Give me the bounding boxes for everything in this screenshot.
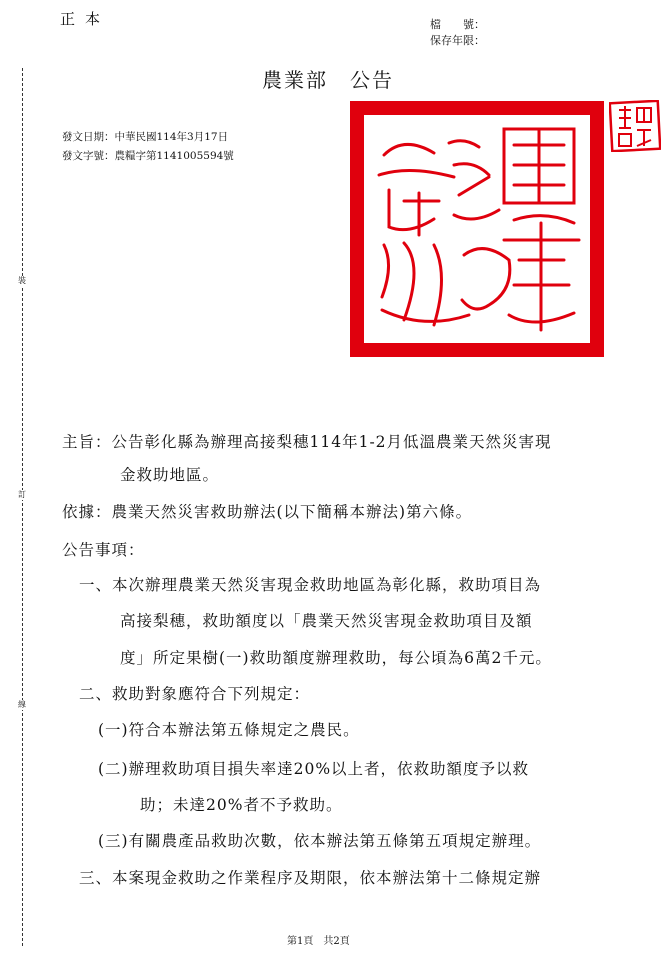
official-seal xyxy=(350,101,604,357)
original-copy-mark: 正本 xyxy=(60,10,111,28)
item-1-line-1: 一、本次辦理農業天然災害現金救助地區為彰化縣，救助項目為 xyxy=(79,576,542,594)
item-2-3: (三)有關農產品救助次數，依本辦法第五條第五項規定辦理。 xyxy=(98,832,542,850)
basis-line: 依據：農業天然災害救助辦法(以下簡稱本辦法)第六條。 xyxy=(62,503,473,521)
item-2-2-line-2: 助；未達20%者不予救助。 xyxy=(140,796,343,814)
binding-line xyxy=(22,68,23,946)
item-1-line-2: 高接梨穗，救助額度以「農業天然災害現金救助項目及額 xyxy=(120,612,533,630)
items-heading: 公告事項： xyxy=(62,541,145,559)
binding-mark-xian: 線 xyxy=(18,700,26,709)
item-1-line-3: 度」所定果樹(一)救助額度辦理救助，每公頃為6萬2千元。 xyxy=(120,649,552,667)
retention-period-label: 保存年限： xyxy=(430,34,485,47)
item-3-line-1: 三、本案現金救助之作業程序及期限，依本辦法第十二條規定辦 xyxy=(79,869,542,887)
document-number: 發文字號：農糧字第1141005594號 xyxy=(62,150,234,162)
file-number-label: 檔 號： xyxy=(430,18,485,31)
binding-mark-ding: 訂 xyxy=(18,490,26,499)
small-seal-stamp xyxy=(609,100,661,152)
seal-script-glyphs xyxy=(364,115,590,343)
item-2-heading: 二、救助對象應符合下列規定： xyxy=(79,685,311,703)
subject-line-1: 主旨：公告彰化縣為辦理高接梨穗114年1-2月低溫農業天然災害現 xyxy=(62,433,552,451)
document-title: 農業部 公告 xyxy=(262,68,394,92)
page-number: 第1頁 共2頁 xyxy=(287,936,350,947)
item-2-2-line-1: (二)辦理救助項目損失率達20%以上者，依救助額度予以救 xyxy=(98,760,530,778)
subject-line-2: 金救助地區。 xyxy=(120,466,220,484)
item-2-1: (一)符合本辦法第五條規定之農民。 xyxy=(98,721,360,739)
issue-date: 發文日期：中華民國114年3月17日 xyxy=(62,131,229,143)
binding-mark-zhuang: 裝 xyxy=(18,276,26,285)
